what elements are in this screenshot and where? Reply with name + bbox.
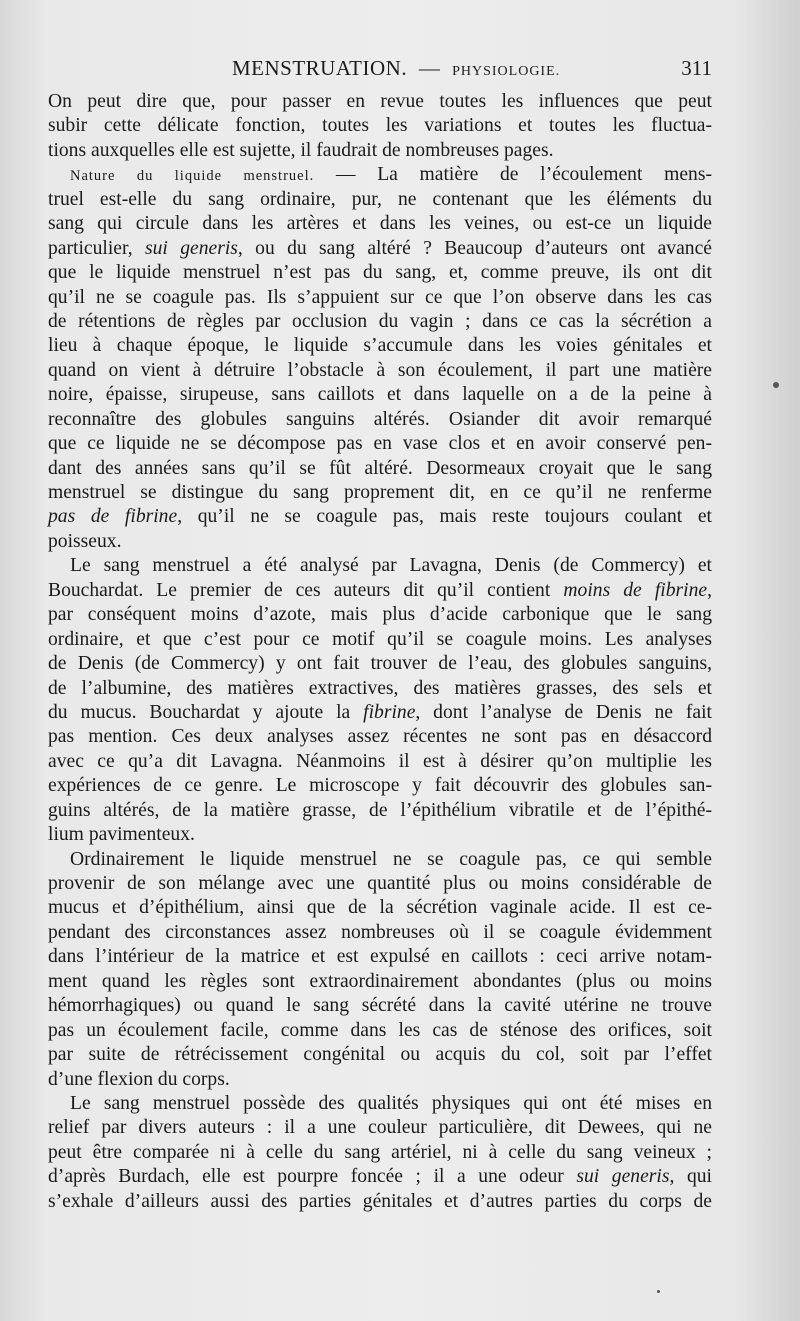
text-line <box>48 408 712 432</box>
text-run: , qui <box>669 1166 712 1188</box>
text-run: Le sang menstruel possède des qualités physiques qui ont été mises en <box>70 1092 712 1114</box>
text-run: de Denis (de Commercy) y ont fait trouver de l’eau, des globules sanguins, <box>48 653 712 675</box>
text-run: Ordinairement le liquide menstruel ne se coagule pas, ce qui semble <box>70 848 712 870</box>
section-heading: Nature du liquide menstruel. <box>70 168 315 185</box>
text-line <box>48 1165 712 1189</box>
text-run: poisseux. <box>48 530 122 552</box>
text-line <box>48 383 712 407</box>
text-run: dans l’intérieur de la matrice et est expulsé en caillots : ceci arrive notam- <box>48 946 712 968</box>
text-line <box>48 505 712 529</box>
text-line <box>48 334 712 358</box>
text-line <box>48 1068 712 1092</box>
text-line <box>48 90 712 114</box>
italic-term: moins de fibrine <box>563 579 708 601</box>
text-run: relief par divers auteurs : il a une couleur particulière, dit Dewees, qui ne <box>48 1117 712 1139</box>
text-line <box>48 530 712 554</box>
text-line <box>48 481 712 505</box>
text-line <box>48 432 712 456</box>
text-line <box>48 1190 712 1214</box>
text-line <box>48 750 712 774</box>
text-run: ment quand les règles sont extraordinairement abondantes (plus ou moins <box>48 970 712 992</box>
text-line <box>48 701 712 725</box>
text-run: d’après Burdach, elle est pourpre foncée ; il a une odeur <box>48 1166 577 1188</box>
text-line <box>48 554 712 578</box>
text-run: subir cette délicate fonction, toutes les variations et toutes les fluctua- <box>48 115 712 137</box>
text-run: quand on vient à détruire l’obstacle à son écoulement, il part une matière <box>48 359 712 381</box>
text-run: noire, épaisse, sirupeuse, sans caillots et dans laquelle on a de la peine à <box>48 384 712 406</box>
text-line <box>48 286 712 310</box>
text-run: s’exhale d’ailleurs aussi des parties génitales et d’autres parties du corps de <box>48 1190 712 1212</box>
text-run: menstruel se distingue du sang proprement dit, en ce qu’il ne renferme <box>48 482 712 503</box>
text-run: peut être comparée ni à celle du sang artériel, ni à celle du sang veineux ; <box>48 1141 712 1163</box>
text-line <box>48 848 712 872</box>
text-line <box>48 1141 712 1165</box>
paper-speck <box>657 1290 660 1293</box>
text-line <box>48 1116 712 1140</box>
paragraph <box>48 1092 712 1214</box>
text-line <box>48 310 712 334</box>
text-run: ordinaire, et que c’est pour ce motif qu’il se coagule moins. Les analyses <box>48 628 712 650</box>
text-run: qu’il ne se coagule pas. Ils s’appuient sur ce que l’on observe dans les cas <box>48 286 712 308</box>
text-run: de rétentions de règles par occlusion du vagin ; dans ce cas la sécrétion a <box>48 310 712 332</box>
text-run: avec ce qu’a dit Lavagna. Néanmoins il est à désirer qu’on multiplie les <box>48 750 712 772</box>
text-line <box>48 896 712 920</box>
text-run: d’une flexion du corps. <box>48 1068 230 1090</box>
text-line <box>48 359 712 383</box>
text-run: que le liquide menstruel n’est pas du sang, et, comme preuve, ils ont dit <box>48 262 712 284</box>
body-text <box>48 90 712 1214</box>
text-line <box>48 237 712 261</box>
text-run: — La matière de l’écoulement mens- <box>314 164 712 186</box>
text-run: guins altérés, de la matière grasse, de l’épithélium vibratile et de l’épithé- <box>48 799 712 821</box>
paragraph <box>48 90 712 163</box>
text-line <box>48 114 712 138</box>
text-line <box>48 945 712 969</box>
italic-term: fibrine <box>363 701 416 723</box>
text-run: mucus et d’épithélium, ainsi que de la sécrétion vaginale acide. Il est ce- <box>48 897 712 919</box>
title-separator: — <box>418 56 441 80</box>
text-line <box>48 188 712 212</box>
italic-term: pas de fibrine <box>48 506 178 528</box>
text-run: dant des années sans qu’il se fût altéré. Desormeaux croyait que le sang <box>48 457 712 479</box>
text-run: pendant des circonstances assez nombreuses où il se coagule évidemment <box>48 921 712 943</box>
text-line <box>48 677 712 701</box>
text-line <box>48 163 712 187</box>
text-run: sang qui circule dans les artères et dans les veines, ou est-ce un liquide <box>48 213 712 235</box>
text-run: du mucus. Bouchardat y ajoute la <box>48 701 364 723</box>
text-line <box>48 603 712 627</box>
text-line <box>48 823 712 847</box>
text-line <box>48 921 712 945</box>
text-run: de l’albumine, des matières extractives, des matières grasses, des sels et <box>48 677 712 699</box>
text-run: , qu’il ne se coagule pas, mais reste toujours coulant et <box>177 506 712 528</box>
text-line <box>48 261 712 285</box>
text-line <box>48 652 712 676</box>
chapter-title: MENSTRUATION. <box>232 56 408 80</box>
text-run: lium pavimenteux. <box>48 824 195 846</box>
paragraph <box>48 848 712 1092</box>
text-run: tions auxquelles elle est sujette, il faudrait de nombreuses pages. <box>48 139 554 161</box>
text-run: particulier, <box>48 237 145 259</box>
section-title: PHYSIOLOGIE. <box>452 64 561 79</box>
text-run: , dont l’analyse de Denis ne fait <box>415 701 713 723</box>
paragraph <box>48 163 712 554</box>
text-line <box>48 774 712 798</box>
running-title <box>232 56 560 81</box>
text-run: que ce liquide ne se décompose pas en vase clos et en avoir conservé pen- <box>48 433 712 455</box>
text-line <box>48 1092 712 1116</box>
text-run: reconnaître des globules sanguins altérés. Osiander dit avoir remarqué <box>48 408 712 430</box>
text-line <box>48 628 712 652</box>
text-run: par suite de rétrécissement congénital ou acquis du col, soit par l’effet <box>48 1044 712 1066</box>
text-line <box>48 1019 712 1043</box>
text-run: pas un écoulement facile, comme dans les cas de sténose des orifices, soit <box>48 1019 712 1041</box>
text-run: truel est-elle du sang ordinaire, pur, ne contenant que les éléments du <box>48 188 712 210</box>
text-run: Le sang menstruel a été analysé par Lavagna, Denis (de Commercy) et <box>70 555 712 577</box>
text-line <box>48 139 712 163</box>
page-number: 311 <box>681 56 712 80</box>
italic-term: sui generis <box>144 237 238 259</box>
text-run: par conséquent moins d’azote, mais plus d’acide carbonique que le sang <box>48 604 712 626</box>
text-run: hémorrhagiques) ou quand le sang sécrété dans la cavité utérine ne trouve <box>48 995 712 1017</box>
text-run: , ou du sang altéré ? Beaucoup d’auteurs ont avancé <box>237 237 712 259</box>
text-line <box>48 1043 712 1067</box>
paragraph <box>48 554 712 847</box>
paper-speck <box>773 382 779 388</box>
text-line <box>48 725 712 749</box>
text-line <box>48 872 712 896</box>
text-run: provenir de son mélange avec une quantité plus ou moins considérable de <box>48 873 712 894</box>
text-run: lieu à chaque époque, le liquide s’accumule dans les voies génitales et <box>48 335 712 357</box>
text-line <box>48 970 712 994</box>
text-run: On peut dire que, pour passer en revue toutes les influences que peut <box>48 91 712 112</box>
text-run: pas mention. Ces deux analyses assez récentes ne sont pas en désaccord <box>48 726 712 748</box>
text-run: , <box>707 579 712 601</box>
running-header <box>48 56 712 86</box>
text-run: expériences de ce genre. Le microscope y fait découvrir des globules san- <box>48 775 712 797</box>
text-line <box>48 212 712 236</box>
text-line <box>48 799 712 823</box>
text-run: Bouchardat. Le premier de ces auteurs dit qu’il contient <box>48 579 564 601</box>
text-line <box>48 579 712 603</box>
italic-term: sui generis <box>576 1166 670 1188</box>
text-line <box>48 457 712 481</box>
text-line <box>48 994 712 1018</box>
